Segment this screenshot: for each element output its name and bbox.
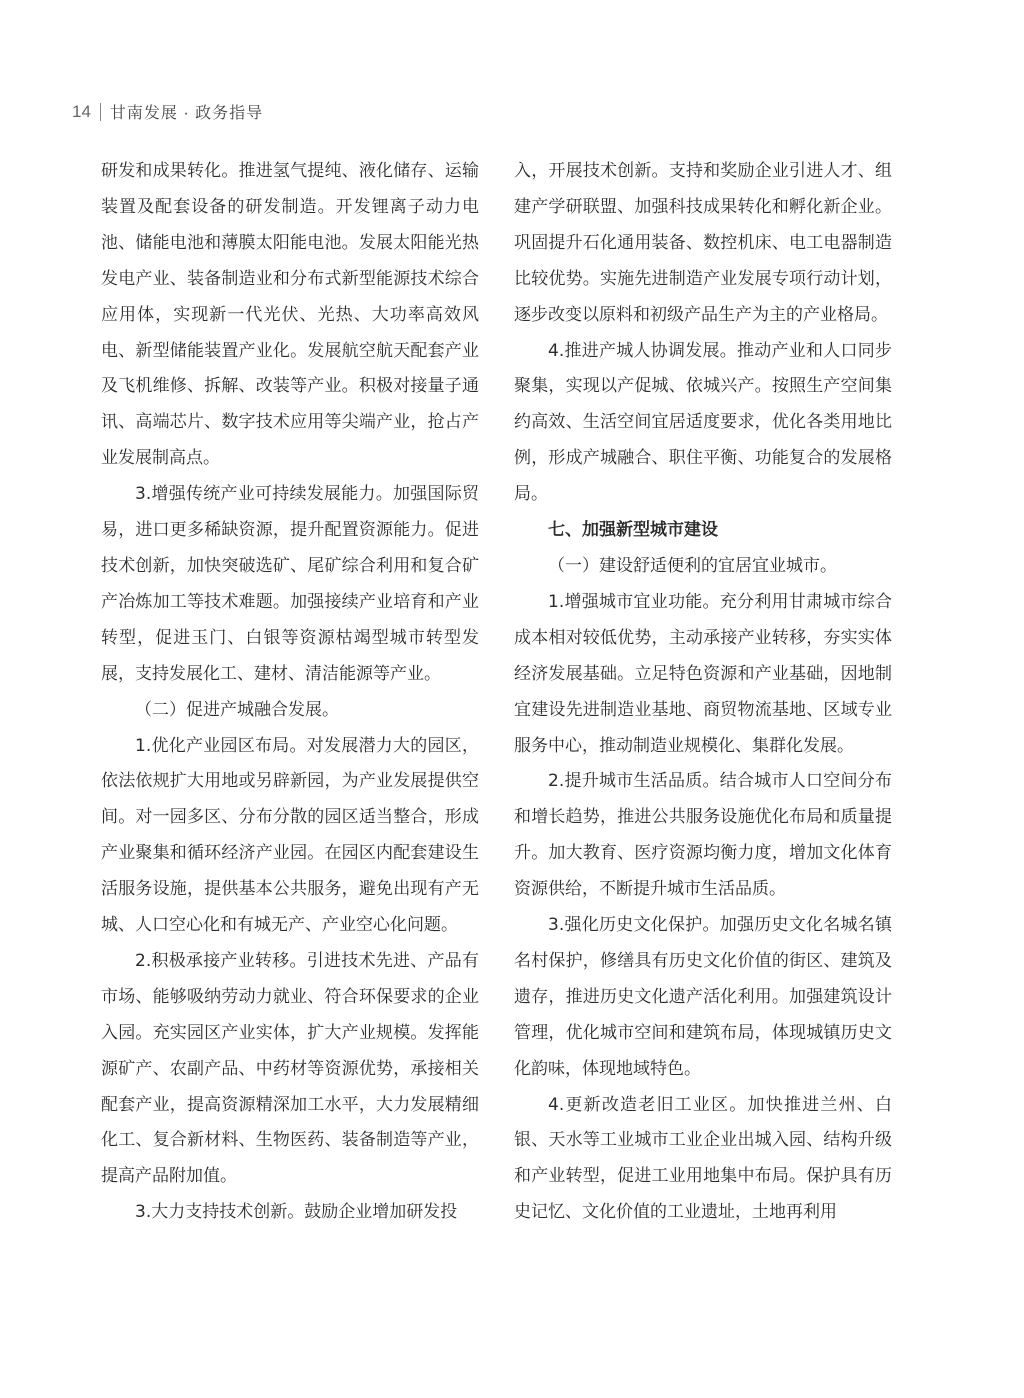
paragraph: 1.优化产业园区布局。对发展潜力大的园区，依法依规扩大用地或另辟新园，为产业发展提供空间。对一园多区、分布分散的园区适当整合，形成产业聚集和循环经济产业园。在园区内配套建设生活服务设施，提供基本公共服务，避免出现有产无城、人口空心化和有城无产、产业空心化问题。 bbox=[101, 735, 479, 936]
paragraph: 研发和成果转化。推进氢气提纯、液化储存、运输装置及配套设备的研发制造。开发锂离子动力电池、储能电池和薄膜太阳能电池。发展太阳能光热发电产业、装备制造业和分布式新型能源技术综合应用体，实现新一代光伏、光热、大功率高效风电、新型储能装置产业化。发展航空航天配套产业及飞机维修、拆解、改装等产业。积极对接量子通讯、高端芯片、数字技术应用等尖端产业，抢占产业发展制高点。 bbox=[101, 161, 479, 469]
paragraph: 入，开展技术创新。支持和奖励企业引进人才、组建产学研联盟、加强科技成果转化和孵化新企业。巩固提升石化通用装备、数控机床、电工电器制造比较优势。实施先进制造产业发展专项行动计划，逐步改变以原料和初级产品生产为主的产业格局。 bbox=[514, 161, 892, 325]
left-column bbox=[101, 154, 479, 1231]
paragraph: 2.提升城市生活品质。结合城市人口空间分布和增长趋势，推进公共服务设施优化布局和质量提升。加大教育、医疗资源均衡力度，增加文化体育资源供给，不断提升城市生活品质。 bbox=[514, 771, 892, 900]
section-subheading: （二）促进产城融合发展。 bbox=[135, 699, 339, 720]
paragraph: 3.增强传统产业可持续发展能力。加强国际贸易，进口更多稀缺资源，提升配置资源能力。促进技术创新，加快突破选矿、尾矿综合利用和复合矿产冶炼加工等技术难题。加强接续产业培育和产业转型，促进玉门、白银等资源枯竭型城市转型发展，支持发展化工、建材、清洁能源等产业。 bbox=[101, 484, 479, 684]
paragraph: 1.增强城市宜业功能。充分利用甘肃城市综合成本相对较低优势，主动承接产业转移，夯实实体经济发展基础。立足特色资源和产业基础，因地制宜建设先进制造业基地、商贸物流基地、区域专业服务中心，推动制造业规模化、集群化发展。 bbox=[514, 591, 892, 756]
page-header bbox=[72, 100, 263, 123]
header-divider bbox=[100, 103, 101, 121]
paragraph: 4.更新改造老旧工业区。加快推进兰州、白银、天水等工业城市工业企业出城入园、结构升级和产业转型，促进工业用地集中布局。保护具有历史记忆、文化价值的工业遗址，土地再利用 bbox=[514, 1094, 892, 1223]
paragraph: 2.积极承接产业转移。引进技术先进、产品有市场、能够吸纳劳动力就业、符合环保要求的企业入园。充实园区产业实体，扩大产业规模。发挥能源矿产、农副产品、中药材等资源优势，承接相关配套产业，提高资源精深加工水平，大力发展精细化工、复合新材料、生物医药、装备制造等产业，提高产品附加值。 bbox=[101, 950, 479, 1187]
section-heading: 七、加强新型城市建设 bbox=[548, 520, 718, 541]
paragraph: 4.推进产城人协调发展。推动产业和人口同步聚集，实现以产促城、依城兴产。按照生产空间集约高效、生活空间宜居适度要求，优化各类用地比例，形成产城融合、职住平衡、功能复合的发展格局。 bbox=[514, 340, 892, 505]
right-column bbox=[514, 154, 892, 1231]
section-subheading: （一）建设舒适便利的宜居宜业城市。 bbox=[548, 555, 837, 576]
page-number: 14 bbox=[72, 101, 91, 121]
paragraph: 3.强化历史文化保护。加强历史文化名城名镇名村保护，修缮具有历史文化价值的街区、建筑及遗存，推进历史文化遗产活化利用。加强建筑设计管理，优化城市空间和建筑布局，体现城镇历史文化韵味，体现地域特色。 bbox=[514, 915, 892, 1079]
running-title: 甘南发展 · 政务指导 bbox=[109, 105, 264, 122]
paragraph: 3.大力支持技术创新。鼓励企业增加研发投 bbox=[135, 1202, 458, 1223]
